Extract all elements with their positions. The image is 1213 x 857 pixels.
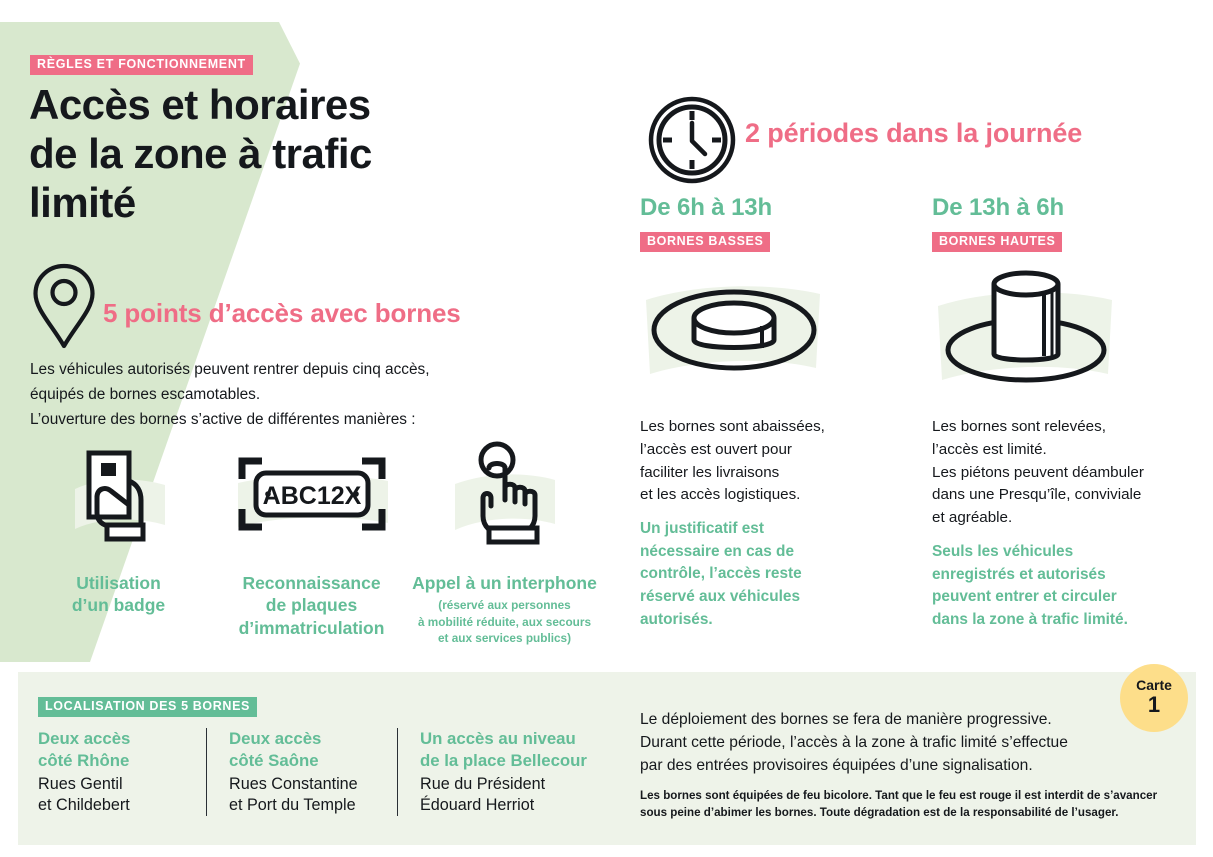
kicker-badge: RÈGLES ET FONCTIONNEMENT [30, 55, 253, 75]
period-column-bornes-hautes [932, 196, 1212, 252]
raised-bollard-icon [932, 268, 1120, 398]
access-method-badge-label-line-2: d’un badge [71, 595, 166, 616]
access-description-line-1: Les véhicules autorisés peuvent rentrer depuis cinq accès, [30, 361, 430, 378]
footer-location-saone-title-line-2: côté Saône [229, 750, 319, 770]
footer-location-saone-body [229, 774, 375, 816]
footer-note [640, 708, 1185, 777]
period-description-0-line-4: et les accès logistiques. [640, 486, 801, 504]
period-description-0-line-3: faciliter les livraisons [640, 463, 780, 481]
clock-icon [648, 96, 736, 189]
footer-location-bellecour [397, 728, 617, 816]
period-highlight-0-line-2: nécessaire en cas de [640, 542, 795, 560]
lowered-bollard-icon [640, 268, 828, 398]
footer-location-saone-body-line-1: Rues Constantine [229, 774, 358, 793]
access-method-interphone-label [408, 572, 601, 594]
access-method-badge [22, 440, 215, 617]
period-highlight-0-line-3: contrôle, l’accès reste [640, 565, 802, 583]
footer-location-rhone-body [38, 774, 184, 816]
access-methods-list [22, 440, 602, 646]
period-time-1: De 13h à 6h [932, 194, 1065, 221]
access-points-heading: 5 points d’accès avec bornes [103, 298, 461, 328]
access-method-plate-label [215, 572, 408, 639]
period-description-1-line-4: dans une Presqu’île, conviviale [932, 486, 1142, 504]
period-highlight-1 [932, 541, 1184, 632]
footer-location-rhone [38, 728, 206, 816]
footer-location-rhone-title-line-2: côté Rhône [38, 750, 130, 770]
page-title-line-3: limité [29, 179, 136, 227]
footer-fineprint-line-1: Les bornes sont équipées de feu bicolore. Tant que le feu est rouge il est interdit de s’avancer [640, 789, 1158, 802]
page-title-line-1: Accès et horaires [29, 81, 371, 128]
period-highlight-0 [640, 518, 892, 631]
period-highlight-1-line-4: dans la zone à trafic limité. [932, 610, 1128, 628]
period-description-1 [932, 416, 1190, 530]
period-highlight-1-line-2: enregistrés et autorisés [932, 565, 1106, 583]
footer-note-line-1: Le déploiement des bornes se fera de manière progressive. [640, 711, 1052, 728]
access-description [30, 358, 530, 433]
period-description-1-line-5: et agréable. [932, 509, 1013, 527]
map-pin-icon [31, 262, 97, 355]
period-highlight-0-line-5: autorisés. [640, 610, 713, 628]
access-method-interphone-sublabel-line-3: et aux services publics) [437, 630, 572, 645]
footer-location-saone-title [229, 728, 375, 772]
access-method-plate-label-line-3: d’immatriculation [238, 617, 385, 638]
footer-locations-list [38, 728, 617, 816]
carte-badge-number: 1 [1147, 692, 1161, 718]
period-column-bornes-basses [640, 196, 920, 252]
hand-holding-badge-icon [22, 440, 215, 550]
footer-location-rhone-title [38, 728, 184, 772]
access-description-line-2: équipés de bornes escamotables. [30, 385, 261, 403]
footer-location-bellecour-body-line-1: Rue du Président [420, 774, 546, 793]
access-description-line-3: L’ouverture des bornes s’active de différentes manières : [30, 410, 416, 428]
access-method-interphone [408, 440, 601, 646]
period-highlight-1-line-3: peuvent entrer et circuler [932, 588, 1117, 606]
footer-location-rhone-body-line-2: et Childebert [38, 795, 130, 814]
access-method-interphone-sublabel [408, 597, 601, 646]
footer-location-rhone-title-line-1: Deux accès [38, 729, 131, 748]
period-highlight-0-line-1: Un justificatif est [640, 520, 764, 537]
footer-location-bellecour-title [420, 728, 595, 772]
access-method-interphone-sublabel-line-2: à mobilité réduite, aux secours [417, 614, 592, 629]
access-method-plate-label-line-1: Reconnaissance [242, 573, 381, 593]
carte-badge-label: Carte [1136, 677, 1172, 694]
footer-location-saone [206, 728, 397, 816]
period-description-1-line-1: Les bornes sont relevées, [932, 418, 1106, 435]
footer-localisation-tag: LOCALISATION DES 5 BORNES [38, 697, 257, 717]
license-plate-text: ABC12X [262, 482, 361, 510]
footer-location-rhone-body-line-1: Rues Gentil [38, 774, 123, 793]
period-time-0: De 6h à 13h [640, 194, 773, 221]
page-title-line-2: de la zone à trafic [29, 130, 372, 178]
footer-note-line-2: Durant cette période, l’accès à la zone à trafic limité s’effectue [640, 734, 1068, 752]
period-tag-1: BORNES HAUTES [932, 232, 1062, 252]
period-tag-0: BORNES BASSES [640, 232, 770, 252]
period-description-1-line-3: Les piétons peuvent déambuler [932, 463, 1144, 481]
access-method-plate-label-line-2: de plaques [265, 595, 358, 616]
carte-badge [1120, 664, 1188, 732]
access-method-interphone-sublabel-line-1: (réservé aux personnes [438, 598, 571, 613]
footer-location-bellecour-title-line-2: de la place Bellecour [420, 750, 587, 770]
periods-heading: 2 périodes dans la journée [745, 118, 1083, 148]
footer-fineprint-line-2: sous peine d’abimer les bornes. Toute dégradation est de la responsabilité de l’usager. [640, 806, 1119, 820]
period-description-0-line-2: l’accès est ouvert pour [640, 440, 792, 458]
page-title [29, 80, 549, 227]
period-highlight-0-line-4: réservé aux véhicules [640, 587, 801, 605]
period-description-0-line-1: Les bornes sont abaissées, [640, 418, 825, 435]
period-description-0 [640, 416, 898, 507]
access-method-badge-label [22, 572, 215, 617]
footer-location-bellecour-title-line-1: Un accès au niveau [420, 729, 576, 748]
footer-location-saone-title-line-1: Deux accès [229, 729, 322, 748]
footer-location-bellecour-body [420, 774, 595, 816]
footer-fineprint [640, 787, 1185, 822]
access-method-interphone-label-line-1: Appel à un interphone [412, 573, 597, 593]
footer-note-line-3: par des entrées provisoires équipées d’une signalisation. [640, 757, 1033, 775]
period-description-1-line-2: l’accès est limité. [932, 440, 1047, 458]
access-method-badge-label-line-1: Utilisation [76, 573, 161, 593]
access-method-plate [215, 440, 408, 639]
footer-location-saone-body-line-2: et Port du Temple [229, 795, 356, 814]
pointing-hand-button-icon [408, 440, 601, 550]
footer-location-bellecour-body-line-2: Édouard Herriot [420, 795, 535, 814]
license-plate-scan-icon [215, 440, 408, 550]
period-highlight-1-line-1: Seuls les véhicules [932, 543, 1074, 560]
